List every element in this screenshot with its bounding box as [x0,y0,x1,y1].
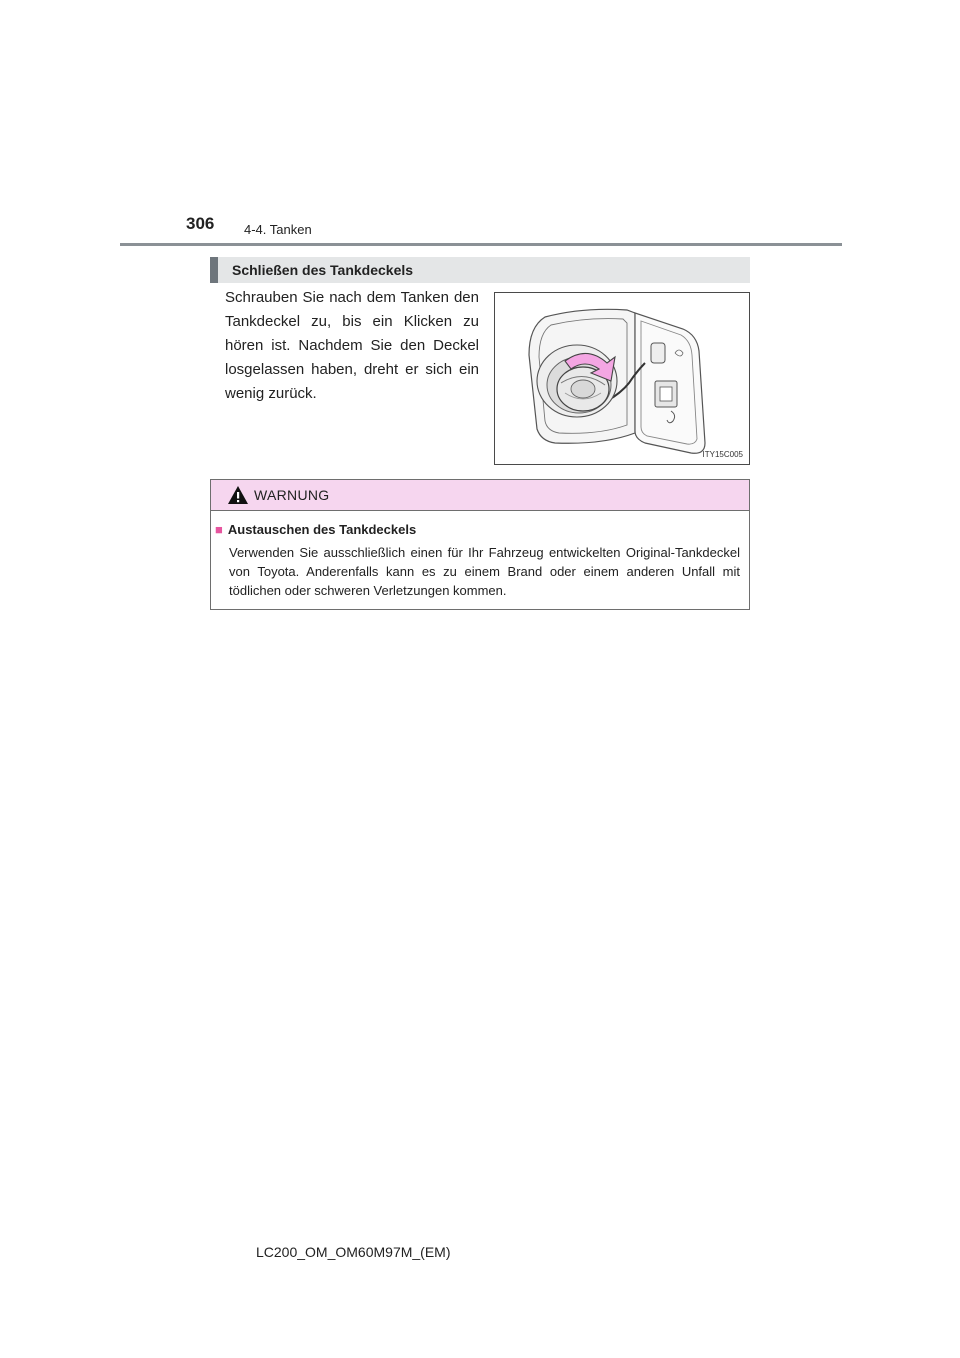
figure-code: ITY15C005 [702,450,743,459]
body-text: Schrauben Sie nach dem Tanken den Tankdeckel zu, bis ein Klicken zu hören ist. Nachdem Sie den Deckel losgelassen haben, dreht er sich ein wenig zurück. [225,289,479,402]
header-rule [120,243,842,246]
page-number: 306 [186,214,215,233]
warning-title: WARNUNG [254,487,330,503]
warning-text: Verwenden Sie ausschließlich einen für Ihr Fahrzeug entwickelten Original-Tankdeckel von Toyota. Anderenfalls kann es zu einem Brand oder einem anderen Unfall mit tödlichen oder schweren Verletzungen kommen. [229,545,740,598]
fuel-cap-illustration [495,293,749,464]
fuel-cap-figure [494,292,750,465]
warning-triangle-icon [227,485,249,505]
subheading-bar [210,257,750,283]
section-label: 4-4. Tanken [244,222,312,237]
warning-bullet: ■ [215,522,223,537]
warning-box [210,479,750,610]
warning-item-label: Austauschen des Tankdeckels [227,522,417,537]
subheading-title: Schließen des Tankdeckels [232,262,414,278]
warning-item-title [215,522,416,537]
warning-header [211,480,749,511]
footer-code: LC200_OM_OM60M97M_(EM) [256,1244,451,1260]
